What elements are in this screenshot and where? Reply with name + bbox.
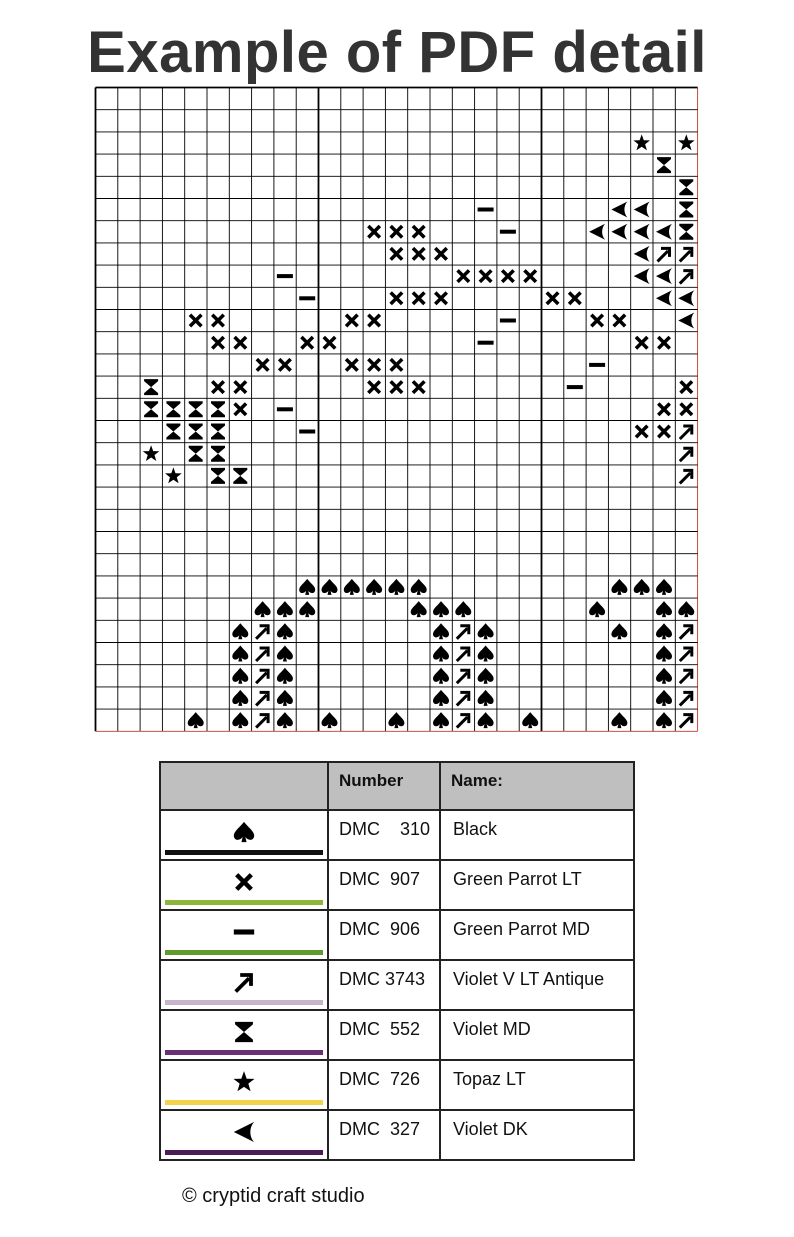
- copyright-notice: © cryptid craft studio: [182, 1185, 365, 1207]
- spade-icon: [230, 818, 258, 846]
- legend-number: DMC 3743: [328, 960, 440, 1010]
- legend-name: Violet MD: [440, 1010, 634, 1060]
- legend-symbol-cell: [160, 860, 328, 910]
- legend-header-name: Name:: [440, 762, 634, 810]
- x-cross-icon: [230, 868, 258, 896]
- legend-row: [160, 810, 634, 860]
- legend-row: [160, 910, 634, 960]
- stitch-dash-icon: [567, 385, 583, 389]
- legend-number: DMC 327: [328, 1110, 440, 1160]
- legend-name: Topaz LT: [440, 1060, 634, 1110]
- cross-stitch-chart: [94, 86, 701, 734]
- legend-row: [160, 1060, 634, 1110]
- legend-symbol-cell: [160, 1010, 328, 1060]
- stitch-dash-icon: [277, 407, 293, 411]
- legend-name: Violet DK: [440, 1110, 634, 1160]
- legend-row: [160, 1110, 634, 1160]
- thread-color-swatch: [165, 1100, 323, 1105]
- legend-header-number: Number: [328, 762, 440, 810]
- legend-header-symbol: [160, 762, 328, 810]
- legend-row: [160, 960, 634, 1010]
- star-icon: [230, 1068, 258, 1096]
- legend-name: Green Parrot LT: [440, 860, 634, 910]
- stitch-dash-icon: [500, 319, 516, 323]
- legend-row: [160, 860, 634, 910]
- thread-color-swatch: [165, 1050, 323, 1055]
- legend-symbol-cell: [160, 810, 328, 860]
- legend-symbol-cell: [160, 1110, 328, 1160]
- thread-color-swatch: [165, 1150, 323, 1155]
- legend-number: DMC 552: [328, 1010, 440, 1060]
- thread-color-swatch: [165, 900, 323, 905]
- color-key-table: [159, 761, 635, 1161]
- legend-name: Violet V LT Antique: [440, 960, 634, 1010]
- stitch-dash-icon: [478, 208, 494, 212]
- legend-symbol-cell: [160, 1060, 328, 1110]
- left-chevron-icon: [230, 1118, 258, 1146]
- stitch-dash-icon: [277, 274, 293, 278]
- arrow-ne-icon: [230, 968, 258, 996]
- legend-name: Green Parrot MD: [440, 910, 634, 960]
- legend-number: DMC 726: [328, 1060, 440, 1110]
- stitch-dash-icon: [478, 341, 494, 345]
- legend-number: DMC 906: [328, 910, 440, 960]
- legend-header-row: [160, 762, 634, 810]
- legend-number: DMC 310: [328, 810, 440, 860]
- hourglass-icon: [230, 1018, 258, 1046]
- stitch-dash-icon: [589, 363, 605, 367]
- thread-color-swatch: [165, 950, 323, 955]
- legend-symbol-cell: [160, 910, 328, 960]
- page-title: Example of PDF detail: [87, 20, 707, 85]
- legend-number: DMC 907: [328, 860, 440, 910]
- legend-symbol-cell: [160, 960, 328, 1010]
- stitch-dash-icon: [299, 430, 315, 434]
- thread-color-swatch: [165, 1000, 323, 1005]
- stitch-dash-icon: [299, 296, 315, 300]
- stitch-dash-icon: [500, 230, 516, 234]
- legend-row: [160, 1010, 634, 1060]
- legend-name: Black: [440, 810, 634, 860]
- thread-color-swatch: [165, 850, 323, 855]
- dash-icon: [230, 918, 258, 946]
